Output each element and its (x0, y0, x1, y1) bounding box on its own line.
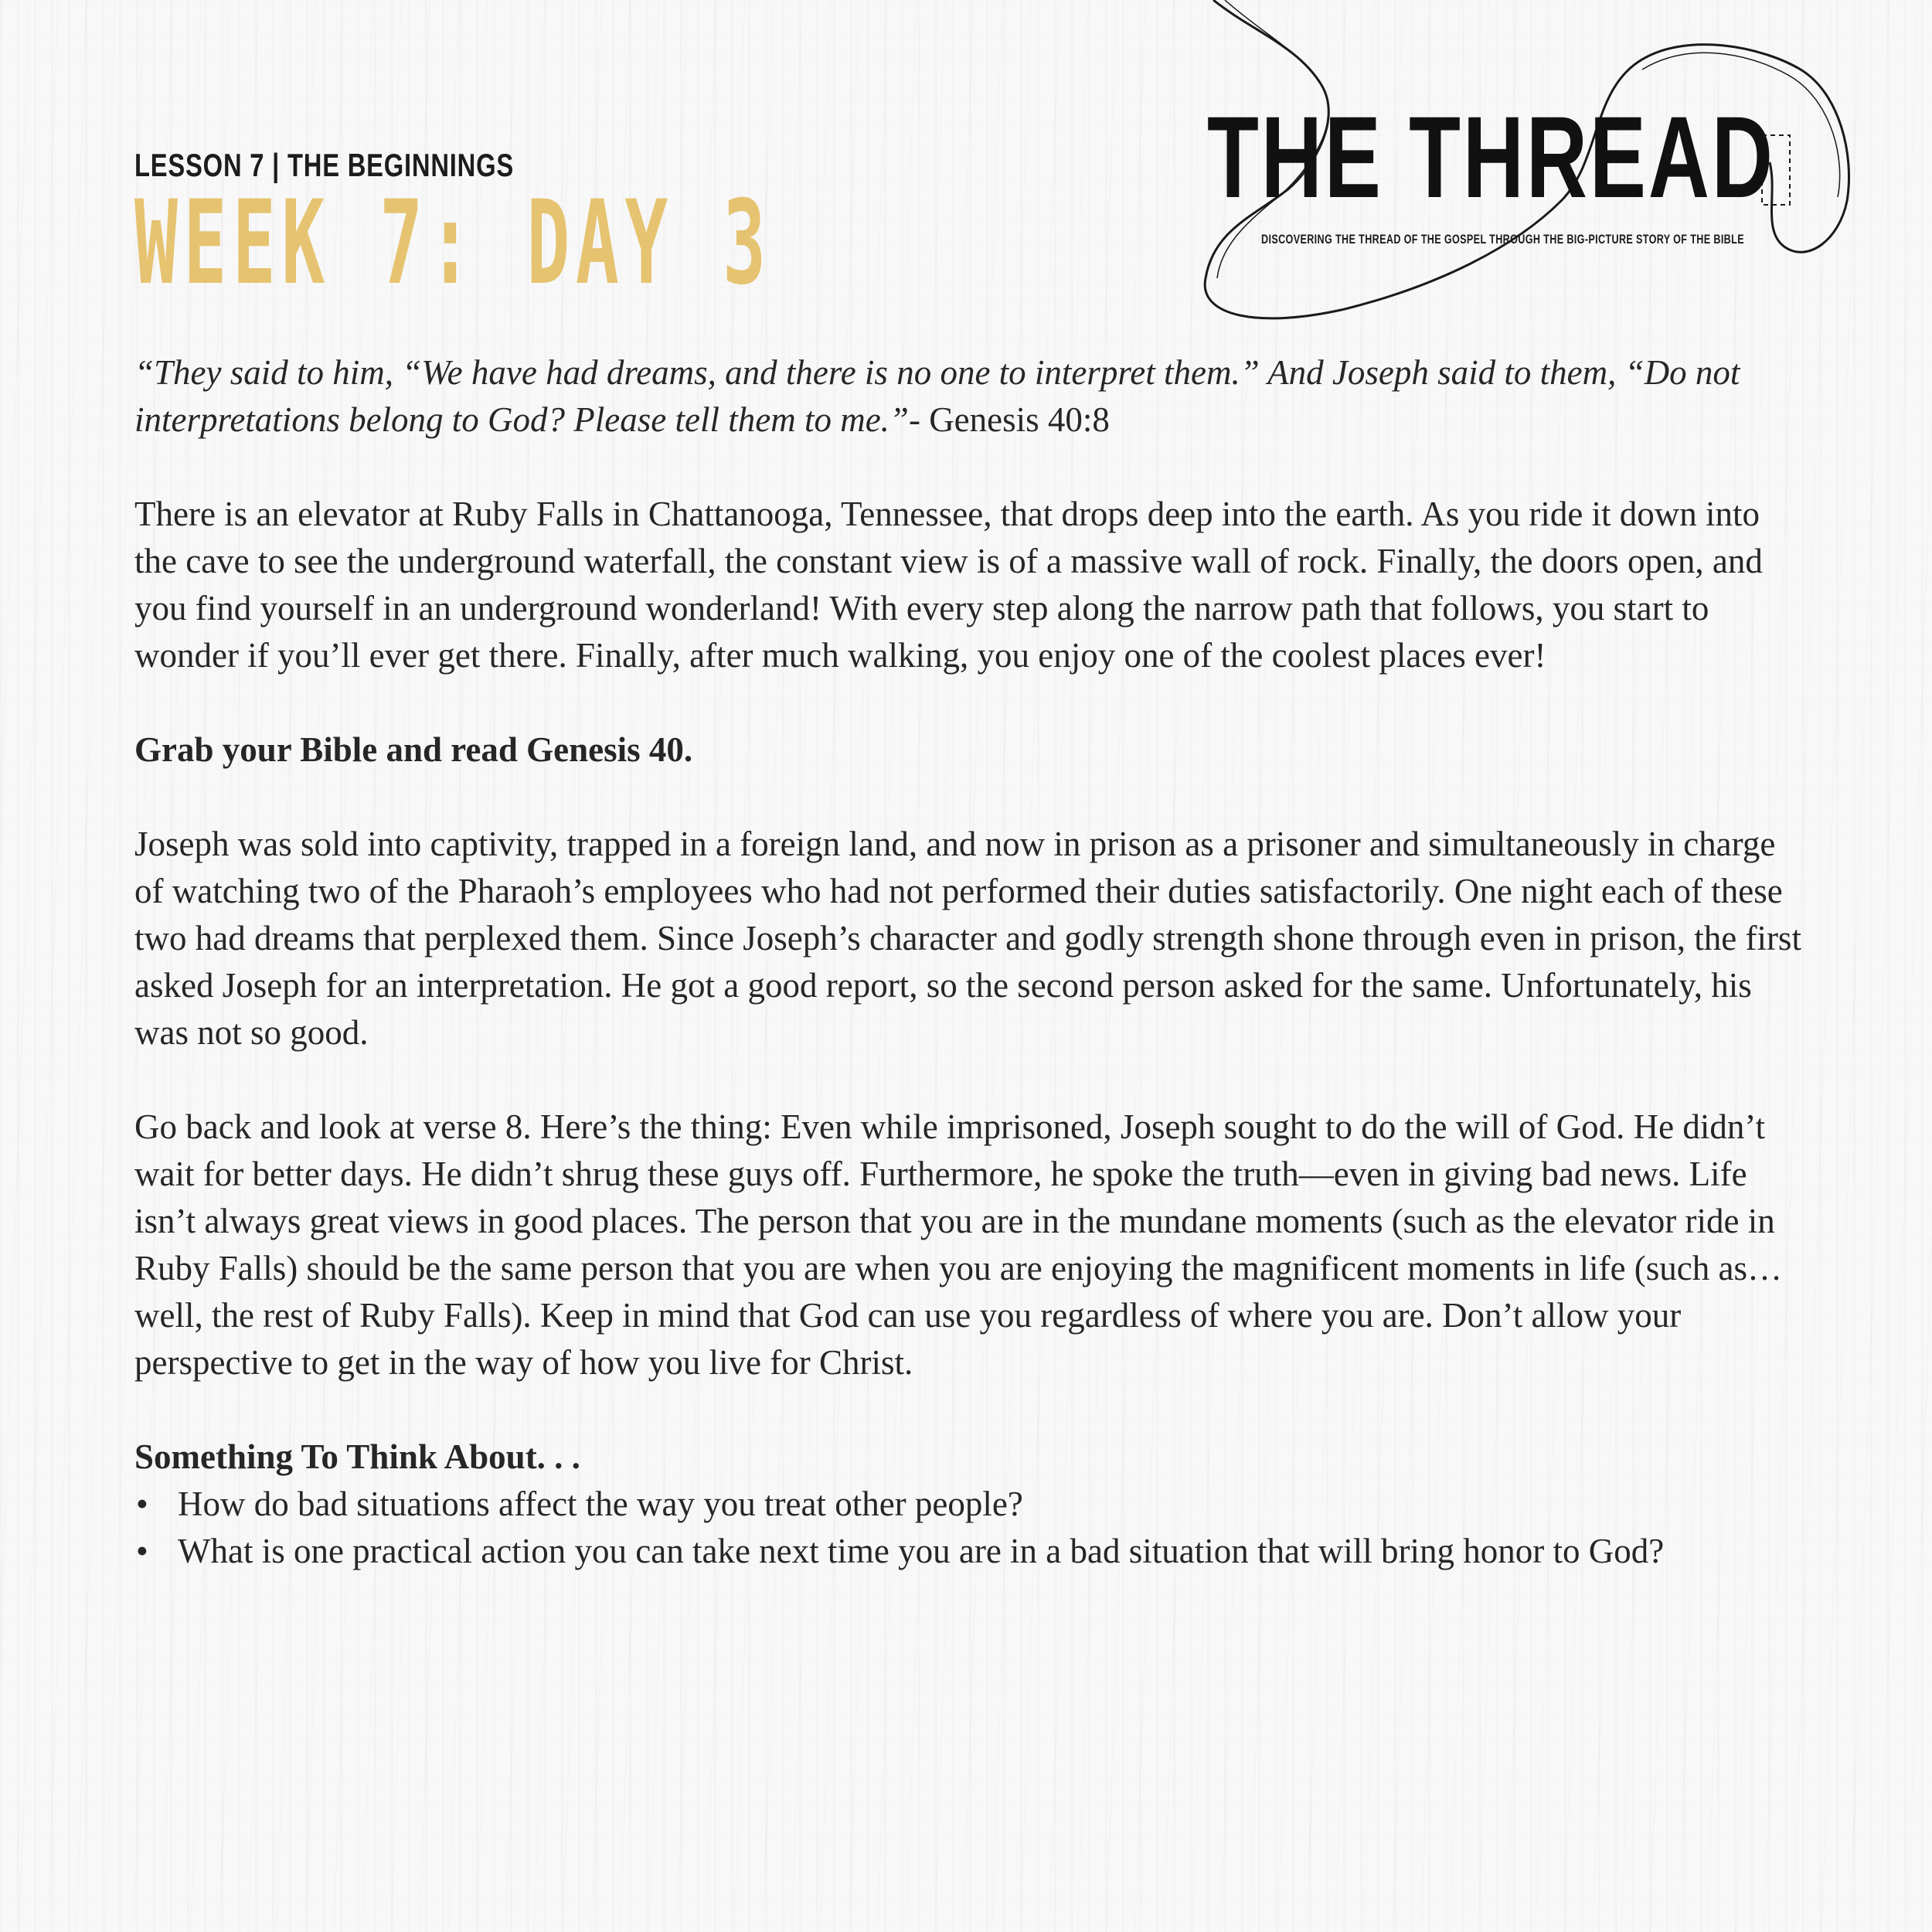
lesson-label: LESSON 7 | THE BEGINNINGS (134, 147, 515, 183)
story-paragraph: Joseph was sold into captivity, trapped in a foreign land, and now in prison as a prisoner and simultaneously in charge of watching two of the Pharaoh’s employees who had not performed their duties satisfactorily. One night each of these two had dreams that perplexed them. Since Joseph’s character and godly strength shone through even in prison, the first asked Joseph for an interpretation. He got a good report, so the second person asked for the same. Unfortunately, his was not so good. (134, 825, 1801, 1052)
list-item (134, 1528, 1804, 1575)
quote-reference: - Genesis 40:8 (908, 400, 1110, 439)
bullet-icon: • (136, 1532, 148, 1570)
page-title: WEEK 7: DAY 3 (134, 176, 772, 311)
question-text: How do bad situations affect the way you treat other people? (178, 1485, 1023, 1523)
logo-title: THE THREAD (1207, 92, 1775, 222)
quote-text: “They said to him, “We have had dreams, and there is no one to interpret them.” And Joseph said to them, “Do not interpretations belong to God? Please tell them to me.” (134, 353, 1740, 439)
intro-paragraph: There is an elevator at Ruby Falls in Chattanooga, Tennessee, that drops deep into the earth. As you ride it down into the cave to see the underground waterfall, the constant view is of a massive wall of rock. Finally, the doors open, and you find yourself in an underground wonderland! With every step along the narrow path that follows, you start to wonder if you’ll ever get there. Finally, after much walking, you enjoy one of the coolest places ever! (134, 495, 1763, 675)
bullet-icon: • (136, 1485, 148, 1523)
the-thread-logo (1190, 0, 1862, 332)
lesson-header (134, 147, 1162, 311)
reflection-paragraph: Go back and look at verse 8. Here’s the thing: Even while imprisoned, Joseph sought to do the will of God. He didn’t wait for better days. He didn’t shrug these guys off. Furthermore, he spoke the truth—even in giving bad news. Life isn’t always great views in good places. The person that you are in the mundane moments (such as the elevator ride in Ruby Falls) should be the same person that you are when you are enjoying the magnificent moments in life (such as… well, the rest of Ruby Falls). Keep in mind that God can use you regardless of where you are. Don’t allow your perspective to get in the way of how you live for Christ. (134, 1107, 1783, 1382)
devotional-body (134, 349, 1804, 1575)
question-list (134, 1481, 1804, 1575)
reading-instruction: Grab your Bible and read Genesis 40. (134, 730, 693, 769)
list-item (134, 1481, 1804, 1528)
think-heading: Something To Think About. . . (134, 1437, 580, 1476)
logo-tagline: DISCOVERING THE THREAD OF THE GOSPEL THROUGH THE BIG-PICTURE STORY OF THE BIBLE (1261, 232, 1744, 247)
question-text: What is one practical action you can take next time you are in a bad situation that will bring honor to God? (178, 1532, 1665, 1570)
scripture-quote (134, 349, 1804, 444)
